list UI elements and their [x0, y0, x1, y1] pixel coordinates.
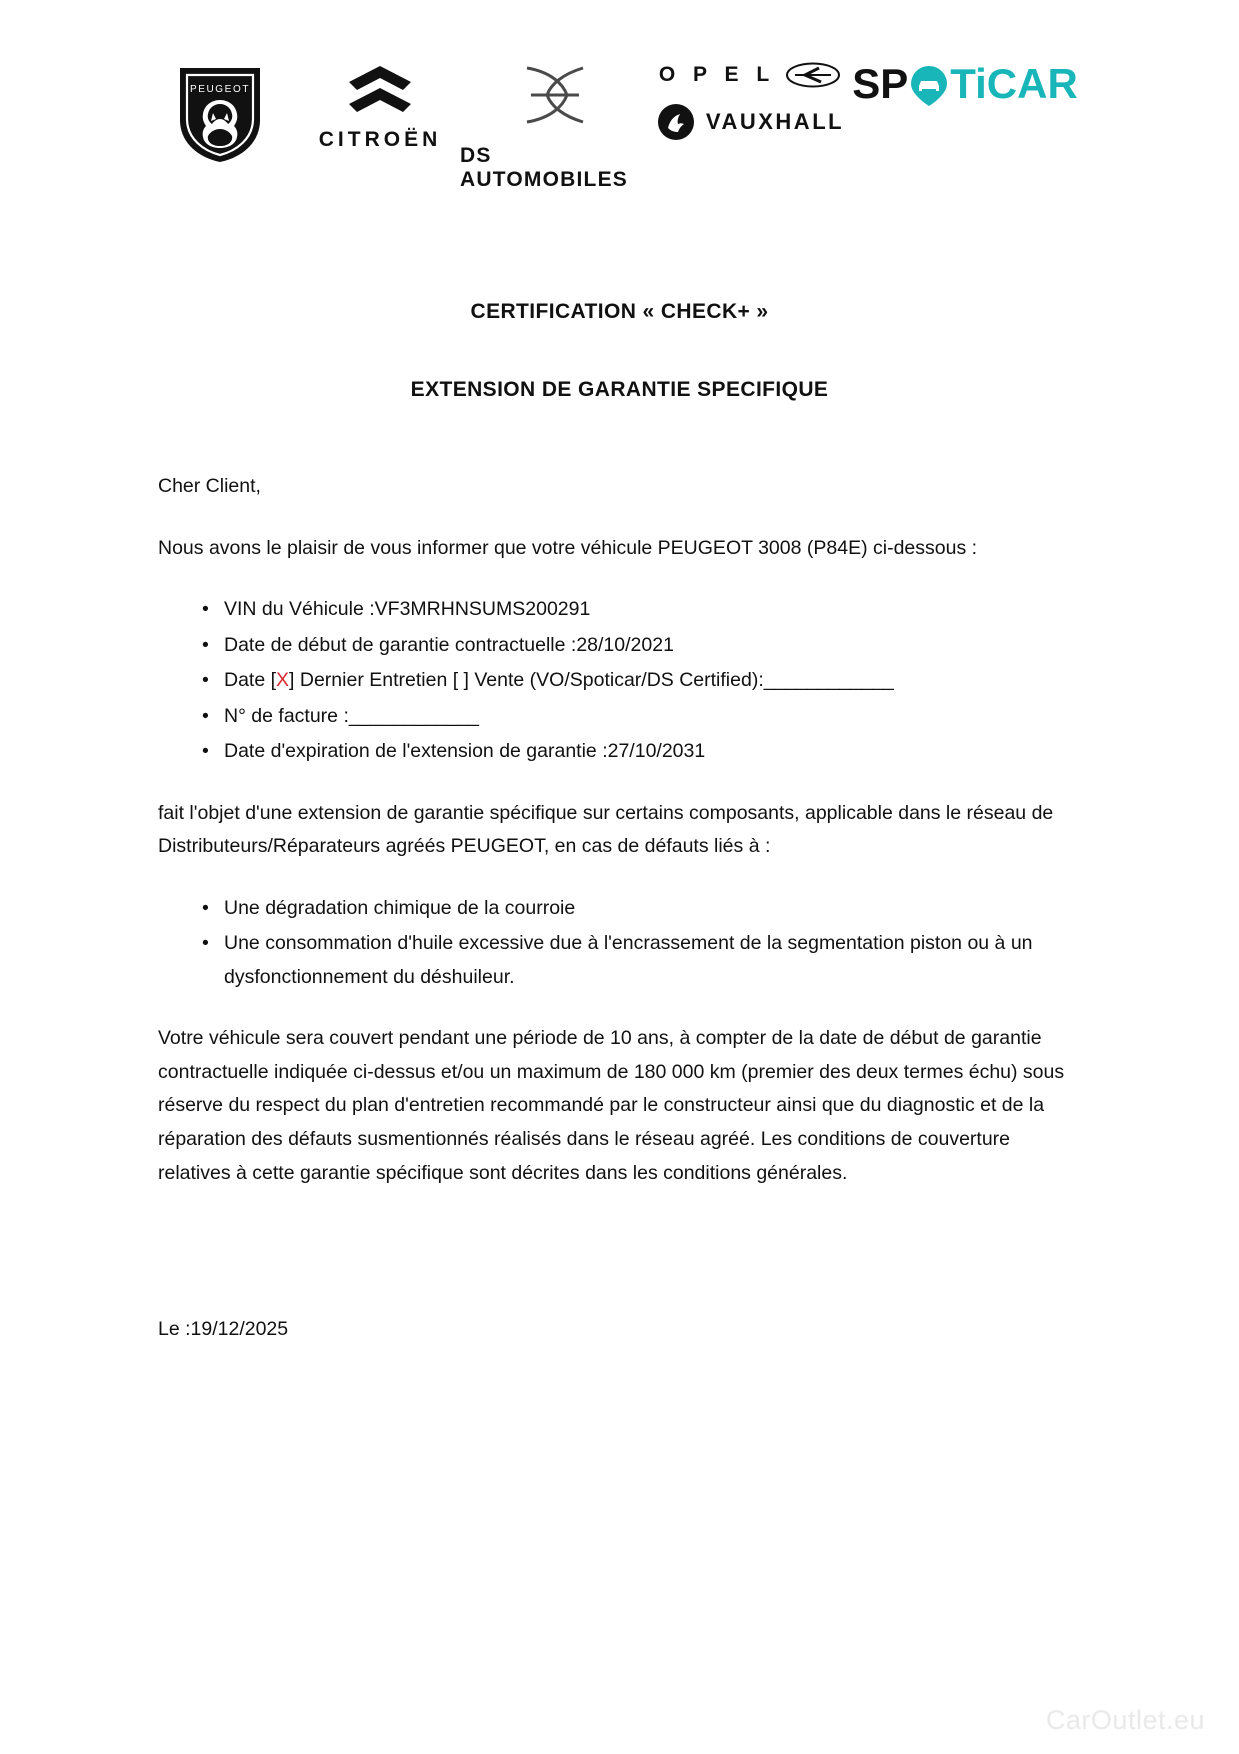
list-item: • Une dégradation chimique de la courroie: [200, 892, 1078, 926]
svg-text:PEUGEOT: PEUGEOT: [189, 84, 251, 95]
vauxhall-wordmark: VAUXHALL: [705, 109, 845, 134]
watermark: CarOutlet.eu: [1045, 1705, 1205, 1735]
coverage-terms-paragraph: Votre véhicule sera couvert pendant une période de 10 ans, à compter de la date de début de garantie contractuelle indiquée ci-dessus et/ou un maximum de 180 000 km (premier des deux termes échu) sous réserve du respect du plan d'entretien recommandé par le constructeur ainsi que du diagnostic et de la réparation des défauts susmentionnés réalisés dans le réseau agréé. Les conditions de couverture relatives à cette garantie spécifique sont décrites dans les conditions générales.: [158, 1027, 1065, 1184]
ds-wordmark: DS AUTOMOBILES: [460, 144, 628, 191]
vauxhall-logo-row: [656, 102, 844, 142]
list-item: • Date de début de garantie contractuelle :28/10/2021: [200, 629, 1078, 663]
opel-blitz-icon: [785, 62, 841, 88]
maintenance-checkmark: X: [276, 669, 290, 692]
spoticar-wordmark-part2: TiCAR: [950, 60, 1078, 107]
signoff-date: Le :19/12/2025: [158, 1318, 289, 1340]
peugeot-logo: [140, 62, 300, 166]
defects-list: [158, 892, 1078, 995]
vauxhall-griffin-icon: [656, 102, 696, 142]
salutation: Cher Client,: [158, 475, 261, 497]
coverage-intro-paragraph: fait l'objet d'une extension de garantie spécifique sur certains composants, applicable dans le réseau de Distributeurs/Réparateurs agréés PEUGEOT, en cas de défauts liés à :: [158, 801, 1054, 858]
spoticar-wordmark: [852, 62, 1078, 106]
maintenance-suffix: ] Dernier Entretien [ ] Vente (VO/Spoticar/DS Certified):____________: [289, 669, 894, 692]
ds-emblem-icon: [517, 62, 593, 128]
list-item: • N° de facture :____________: [200, 700, 1078, 734]
list-item: • Date d'expiration de l'extension de garantie :27/10/2031: [200, 735, 1078, 769]
document-title-primary: CERTIFICATION « CHECK+ »: [470, 300, 769, 323]
peugeot-shield-icon: [174, 62, 266, 166]
vehicle-details-list: [158, 593, 1078, 769]
intro-paragraph: Nous avons le plaisir de vous informer que votre véhicule PEUGEOT 3008 (P84E) ci-dessous :: [158, 536, 978, 559]
citroen-chevrons-icon: [343, 62, 417, 114]
spoticar-pin-icon: [909, 64, 949, 108]
citroen-logo: [300, 62, 460, 152]
opel-wordmark: O P E L: [658, 63, 776, 86]
list-item: • VIN du Véhicule :VF3MRHNSUMS200291: [200, 593, 1078, 627]
citroen-wordmark: CITROËN: [318, 128, 442, 151]
document-title-secondary: EXTENSION DE GARANTIE SPECIFIQUE: [410, 378, 829, 401]
list-item: • Une consommation d'huile excessive due à l'encrassement de la segmentation piston ou à un dysfonctionnement du déshuileur.: [200, 927, 1078, 994]
spoticar-wordmark-part1: SP: [852, 60, 909, 107]
list-item-maintenance: [200, 664, 1078, 698]
ds-logo: [460, 62, 650, 192]
opel-vauxhall-logo: [650, 62, 850, 142]
document-body: [158, 470, 1078, 1218]
brand-logo-strip: [140, 62, 1100, 192]
spoticar-logo: [850, 62, 1080, 106]
maintenance-prefix: Date [: [224, 669, 277, 692]
opel-logo-row: [659, 62, 841, 88]
